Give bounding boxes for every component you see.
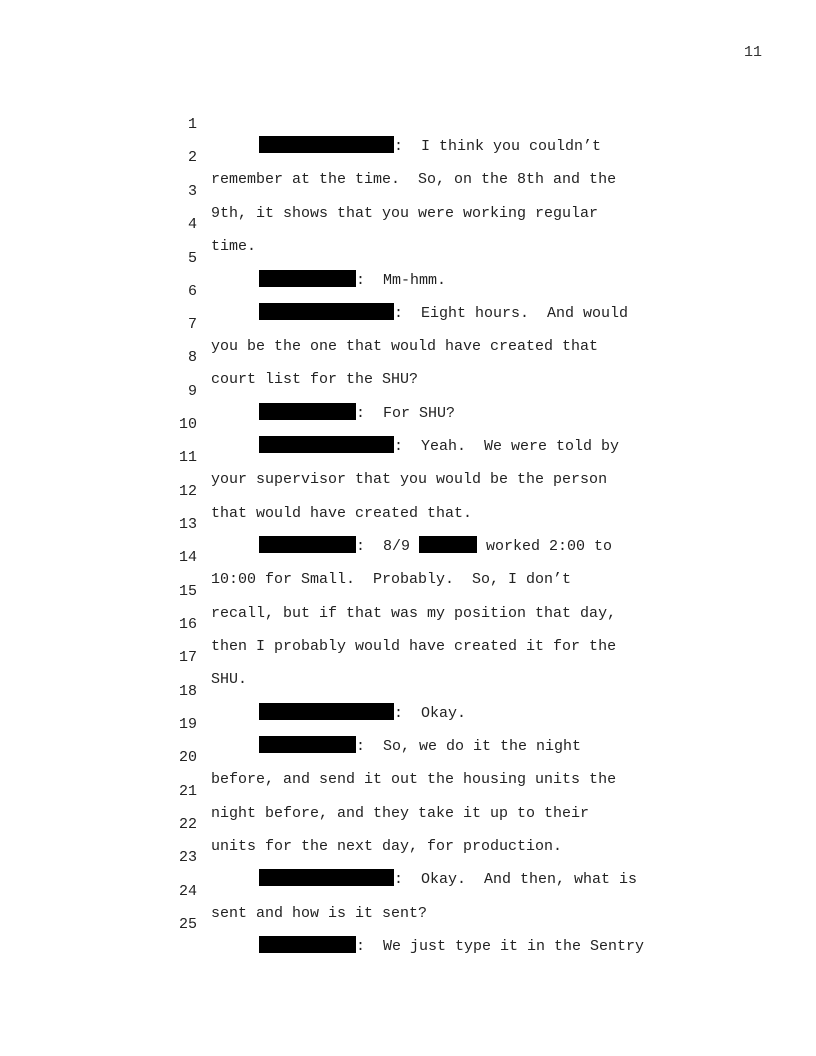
line-text: night before, and they take it up to their — [211, 805, 590, 822]
line-number: 10 — [178, 416, 197, 433]
transcript-line — [0, 292, 816, 355]
line-number: 14 — [178, 549, 197, 566]
transcript-line — [0, 825, 816, 888]
transcript-line — [0, 859, 816, 922]
transcript-line — [0, 125, 816, 188]
transcript-line — [0, 625, 816, 688]
transcript-line — [0, 425, 816, 488]
line-text: : We just type it in the Sentry — [356, 938, 645, 955]
line-number: 17 — [178, 649, 197, 666]
line-number: 2 — [187, 149, 197, 166]
line-text: : Okay. And then, what is — [394, 871, 638, 888]
line-number: 12 — [178, 483, 197, 500]
line-number: 8 — [187, 349, 197, 366]
line-text: 9th, it shows that you were working regular — [211, 205, 599, 222]
transcript-line — [0, 92, 816, 155]
transcript-line — [0, 559, 816, 622]
line-number: 24 — [178, 883, 197, 900]
line-text: court list for the SHU? — [211, 371, 419, 388]
line-text: : For SHU? — [356, 405, 456, 422]
line-number: 22 — [178, 816, 197, 833]
line-number: 13 — [178, 516, 197, 533]
line-number: 19 — [178, 716, 197, 733]
transcript-line — [0, 159, 816, 222]
line-number: 25 — [178, 916, 197, 933]
redacted-speaker-name — [259, 936, 356, 953]
line-text: you be the one that would have created that — [211, 338, 599, 355]
transcript-line — [0, 725, 816, 788]
transcript-line — [0, 192, 816, 255]
line-number: 18 — [178, 683, 197, 700]
line-number: 20 — [178, 749, 197, 766]
transcript-line — [0, 792, 816, 855]
transcript-line — [0, 459, 816, 522]
line-number: 6 — [187, 283, 197, 300]
line-number: 1 — [187, 116, 197, 133]
transcript-line — [0, 525, 816, 588]
line-number: 3 — [187, 183, 197, 200]
line-text: SHU. — [211, 671, 248, 688]
line-number: 11 — [178, 449, 197, 466]
line-number: 5 — [187, 250, 197, 267]
line-text: that would have created that. — [211, 505, 473, 522]
line-number: 15 — [178, 583, 197, 600]
line-text: remember at the time. So, on the 8th and the — [211, 171, 617, 188]
line-text: : Mm-hmm. — [356, 272, 447, 289]
transcript-line — [0, 392, 816, 455]
line-text: before, and send it out the housing units the — [211, 771, 617, 788]
line-text: : Yeah. We were told by — [394, 438, 620, 455]
transcript-line — [0, 259, 816, 322]
page-number: 11 — [743, 44, 762, 61]
line-text: : Okay. — [394, 705, 467, 722]
line-text: sent and how is it sent? — [211, 905, 428, 922]
line-number: 16 — [178, 616, 197, 633]
line-text: : Eight hours. And would — [394, 305, 629, 322]
transcript-line — [0, 226, 816, 289]
line-text: : 8/9 — [356, 538, 420, 555]
line-number: 21 — [178, 783, 197, 800]
line-number: 7 — [187, 316, 197, 333]
line-text: worked 2:00 to — [477, 538, 613, 555]
line-text: time. — [211, 238, 257, 255]
line-text: units for the next day, for production. — [211, 838, 563, 855]
transcript-line — [0, 359, 816, 422]
line-text: recall, but if that was my position that day, — [211, 605, 617, 622]
transcript-line — [0, 759, 816, 822]
transcript-line — [0, 692, 816, 755]
line-number: 9 — [187, 383, 197, 400]
line-text: your supervisor that you would be the person — [211, 471, 608, 488]
line-number: 4 — [187, 216, 197, 233]
transcript-line — [0, 659, 816, 722]
transcript-line — [0, 592, 816, 655]
line-number: 23 — [178, 849, 197, 866]
line-text: 10:00 for Small. Probably. So, I don’t — [211, 571, 572, 588]
transcript-line — [0, 325, 816, 388]
speaker-line — [259, 936, 644, 958]
line-text: : I think you couldn’t — [394, 138, 602, 155]
transcript-line — [0, 892, 816, 955]
transcript-line — [0, 492, 816, 555]
line-text: : So, we do it the night — [356, 738, 582, 755]
line-text: then I probably would have created it for the — [211, 638, 617, 655]
